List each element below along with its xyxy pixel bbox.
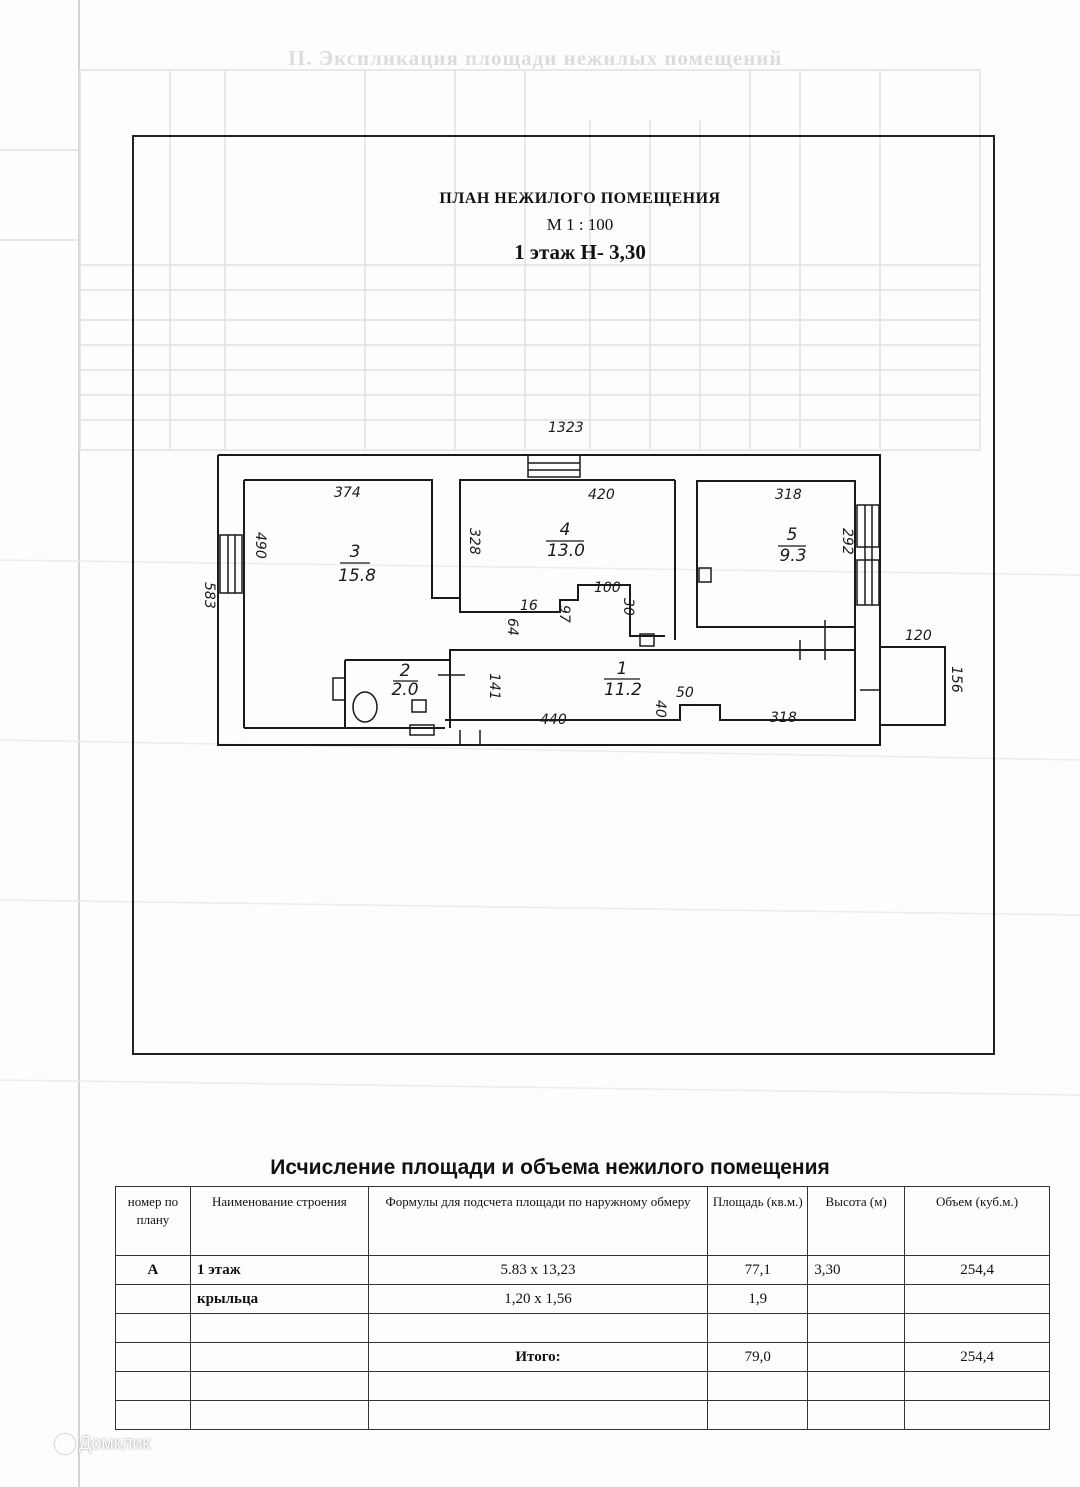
dim-292: 292	[839, 528, 855, 555]
header-area: Площадь (кв.м.)	[708, 1187, 808, 1256]
cell-height	[808, 1285, 905, 1314]
dim-120: 120	[905, 628, 932, 644]
basin-fixture	[333, 678, 345, 700]
dim-318-top: 318	[775, 487, 802, 503]
room-3-area: 15.8	[338, 566, 376, 586]
watermark-text: Домклик	[79, 1433, 151, 1453]
table-row-empty	[116, 1314, 1050, 1343]
plan-scale: М 1 : 100	[546, 215, 614, 234]
cell-name: 1 этаж	[190, 1256, 368, 1285]
room-5-area: 9.3	[779, 546, 807, 566]
room-5-number: 5	[786, 525, 798, 545]
header-name: Наименование строения	[190, 1187, 368, 1256]
dim-100: 100	[594, 580, 621, 596]
total-label: Итого:	[368, 1343, 708, 1372]
header-volume: Объем (куб.м.)	[905, 1187, 1050, 1256]
plan-title: ПЛАН НЕЖИЛОГО ПОМЕЩЕНИЯ	[439, 190, 721, 207]
dim-30: 30	[620, 598, 636, 616]
cell-formula: 1,20 х 1,56	[368, 1285, 708, 1314]
cell-plan-no	[116, 1285, 191, 1314]
dim-318-bottom: 318	[770, 710, 797, 726]
cell-name: крыльца	[190, 1285, 368, 1314]
room-2-area: 2.0	[391, 680, 419, 700]
dim-40: 40	[652, 700, 668, 718]
table-row	[116, 1285, 1050, 1314]
cell-volume: 254,4	[905, 1256, 1050, 1285]
table-total-row	[116, 1343, 1050, 1372]
cell-plan-no: А	[116, 1256, 191, 1285]
cell-formula: 5.83 х 13,23	[368, 1256, 708, 1285]
cell-area: 77,1	[708, 1256, 808, 1285]
dim-50: 50	[676, 685, 694, 701]
toilet-fixture	[353, 692, 377, 722]
table-row-empty	[116, 1401, 1050, 1430]
dim-156: 156	[948, 666, 964, 693]
dim-328: 328	[466, 528, 482, 555]
dim-141: 141	[486, 673, 502, 700]
dim-440: 440	[540, 712, 567, 728]
area-volume-table	[115, 1186, 1050, 1430]
calc-table-title: Исчисление площади и объема нежилого помещения	[270, 1156, 830, 1179]
table-row	[116, 1256, 1050, 1285]
cell-height: 3,30	[808, 1256, 905, 1285]
room-2-number: 2	[399, 661, 411, 681]
total-area: 79,0	[708, 1343, 808, 1372]
table-row-empty	[116, 1372, 1050, 1401]
sink-fixture	[699, 568, 711, 582]
watermark-logo-icon	[55, 1434, 75, 1454]
room-1-area: 11.2	[604, 680, 642, 700]
room-3-number: 3	[349, 542, 361, 562]
background-sheet-title: II. Экспликация площади нежилых помещений	[288, 46, 783, 70]
dim-97: 97	[556, 605, 572, 623]
room-1-number: 1	[616, 659, 628, 679]
dim-420: 420	[588, 487, 615, 503]
room-4-area: 13.0	[547, 541, 585, 561]
plan-floor-label: 1 этаж Н- 3,30	[514, 240, 646, 264]
sink-fixture-3	[412, 700, 426, 712]
room-4-number: 4	[559, 520, 571, 540]
header-plan-no: номер по плану	[116, 1187, 191, 1256]
cell-volume	[905, 1285, 1050, 1314]
header-formula: Формулы для подсчета площади по наружному обмеру	[368, 1187, 708, 1256]
dim-total-length: 1323	[548, 420, 584, 436]
cell-area: 1,9	[708, 1285, 808, 1314]
dim-16: 16	[520, 598, 538, 614]
table-header-row	[116, 1187, 1050, 1256]
dim-374: 374	[334, 485, 361, 501]
header-height: Высота (м)	[808, 1187, 905, 1256]
plan-walls	[218, 455, 945, 745]
dim-490: 490	[252, 532, 268, 559]
watermark	[55, 1433, 150, 1454]
dim-64: 64	[504, 618, 520, 636]
dim-583: 583	[201, 582, 217, 609]
total-volume: 254,4	[905, 1343, 1050, 1372]
